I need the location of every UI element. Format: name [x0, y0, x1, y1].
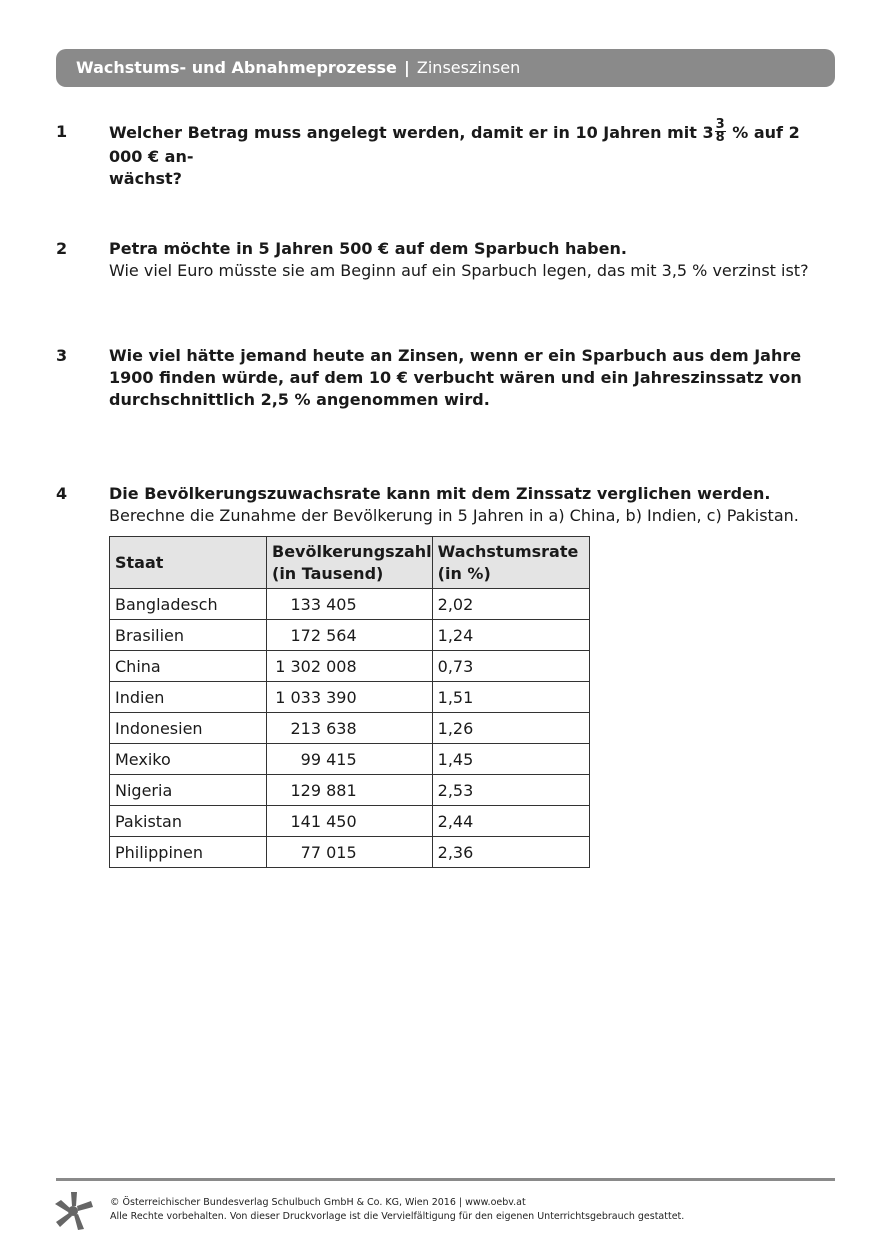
cell-bevoelkerung: 172 564 [267, 620, 433, 651]
header-separator: | [403, 58, 410, 77]
task-2 [56, 238, 836, 282]
cell-rate: 0,73 [432, 651, 589, 682]
cell-rate: 2,44 [432, 806, 589, 837]
header-staat: Staat [110, 537, 267, 589]
header-bevoelkerung-line2: (in Tausend) [272, 563, 384, 583]
cell-bevoelkerung: 99 415 [267, 744, 433, 775]
header-bevoelkerung-line1: Bevölkerungszahl [272, 541, 432, 561]
cell-staat: Brasilien [110, 620, 267, 651]
header-topic: Wachstums- und Abnahmeprozesse [76, 58, 397, 77]
table-row [110, 775, 590, 806]
table-row [110, 713, 590, 744]
header-rate [432, 537, 589, 589]
task-number: 2 [56, 239, 68, 258]
header-subtopic: Zinseszinsen [416, 58, 521, 77]
cell-bevoelkerung: 133 405 [267, 589, 433, 620]
cell-bevoelkerung: 1 033 390 [267, 682, 433, 713]
table-row [110, 651, 590, 682]
cell-staat: Bangladesch [110, 589, 267, 620]
cell-bevoelkerung: 129 881 [267, 775, 433, 806]
task-question: Die Bevölkerungszuwachsrate kann mit dem Zinssatz verglichen werden. [109, 484, 771, 503]
cell-rate: 1,24 [432, 620, 589, 651]
cell-staat: Indonesien [110, 713, 267, 744]
cell-bevoelkerung: 1 302 008 [267, 651, 433, 682]
cell-rate: 2,53 [432, 775, 589, 806]
footer-copyright [110, 1196, 684, 1224]
task-number: 4 [56, 484, 68, 503]
task-question: Wie viel hätte jemand heute an Zinsen, wenn er ein Sparbuch aus dem Jahre 1900 finden würde, auf dem 10 € verbucht wären und ein Jahreszinssatz von durchschnittlich 2,5 % angenommen wird. [109, 346, 802, 409]
cell-staat: China [110, 651, 267, 682]
task-1 [56, 117, 836, 190]
task-3 [56, 345, 836, 411]
task-question [109, 117, 836, 190]
cell-staat: Indien [110, 682, 267, 713]
header-rate-line1: Wachstumsrate [437, 541, 579, 561]
cell-staat: Mexiko [110, 744, 267, 775]
task-number: 3 [56, 346, 68, 365]
fraction [715, 119, 726, 144]
table-header-row [110, 537, 590, 589]
task-1-text-line2: wächst? [109, 169, 182, 188]
population-table [109, 536, 590, 868]
table-row [110, 744, 590, 775]
table-row [110, 589, 590, 620]
cell-bevoelkerung: 77 015 [267, 837, 433, 868]
header-rate-line2: (in %) [437, 563, 491, 583]
cell-rate: 1,26 [432, 713, 589, 744]
task-detail: Berechne die Zunahme der Bevölkerung in 5 Jahren in a) China, b) Indien, c) Pakistan. [109, 506, 799, 525]
footer-line1: © Österreichischer Bundesverlag Schulbuch GmbH & Co. KG, Wien 2016 | www.oebv.at [110, 1197, 526, 1208]
cell-bevoelkerung: 213 638 [267, 713, 433, 744]
cell-staat: Pakistan [110, 806, 267, 837]
task-number: 1 [56, 122, 68, 141]
footer-line2: Alle Rechte vorbehalten. Von dieser Druckvorlage ist die Vervielfältigung für den eigenen Unterrichtsgebrauch gestattet. [110, 1211, 685, 1222]
fraction-denominator: 8 [715, 130, 725, 145]
cell-rate: 1,45 [432, 744, 589, 775]
table-row [110, 806, 590, 837]
task-question: Petra möchte in 5 Jahren 500 € auf dem Sparbuch haben. [109, 239, 627, 258]
task-detail: Wie viel Euro müsste sie am Beginn auf ein Sparbuch legen, das mit 3,5 % verzinst ist? [109, 261, 809, 280]
footer-divider [56, 1178, 835, 1181]
cell-rate: 2,02 [432, 589, 589, 620]
header-bar [56, 49, 835, 87]
cell-rate: 1,51 [432, 682, 589, 713]
task-1-text-after: % auf 2 000 € an- [109, 123, 800, 166]
cell-rate: 2,36 [432, 837, 589, 868]
cell-staat: Nigeria [110, 775, 267, 806]
cell-staat: Philippinen [110, 837, 267, 868]
task-4 [56, 483, 836, 527]
task-1-text-before: Welcher Betrag muss angelegt werden, damit er in 10 Jahren mit 3 [109, 123, 714, 142]
publisher-logo-icon [52, 1190, 94, 1232]
fraction-numerator: 3 [715, 117, 725, 132]
header-bevoelkerung [267, 537, 433, 589]
table-row [110, 837, 590, 868]
table-row [110, 620, 590, 651]
cell-bevoelkerung: 141 450 [267, 806, 433, 837]
table-row [110, 682, 590, 713]
